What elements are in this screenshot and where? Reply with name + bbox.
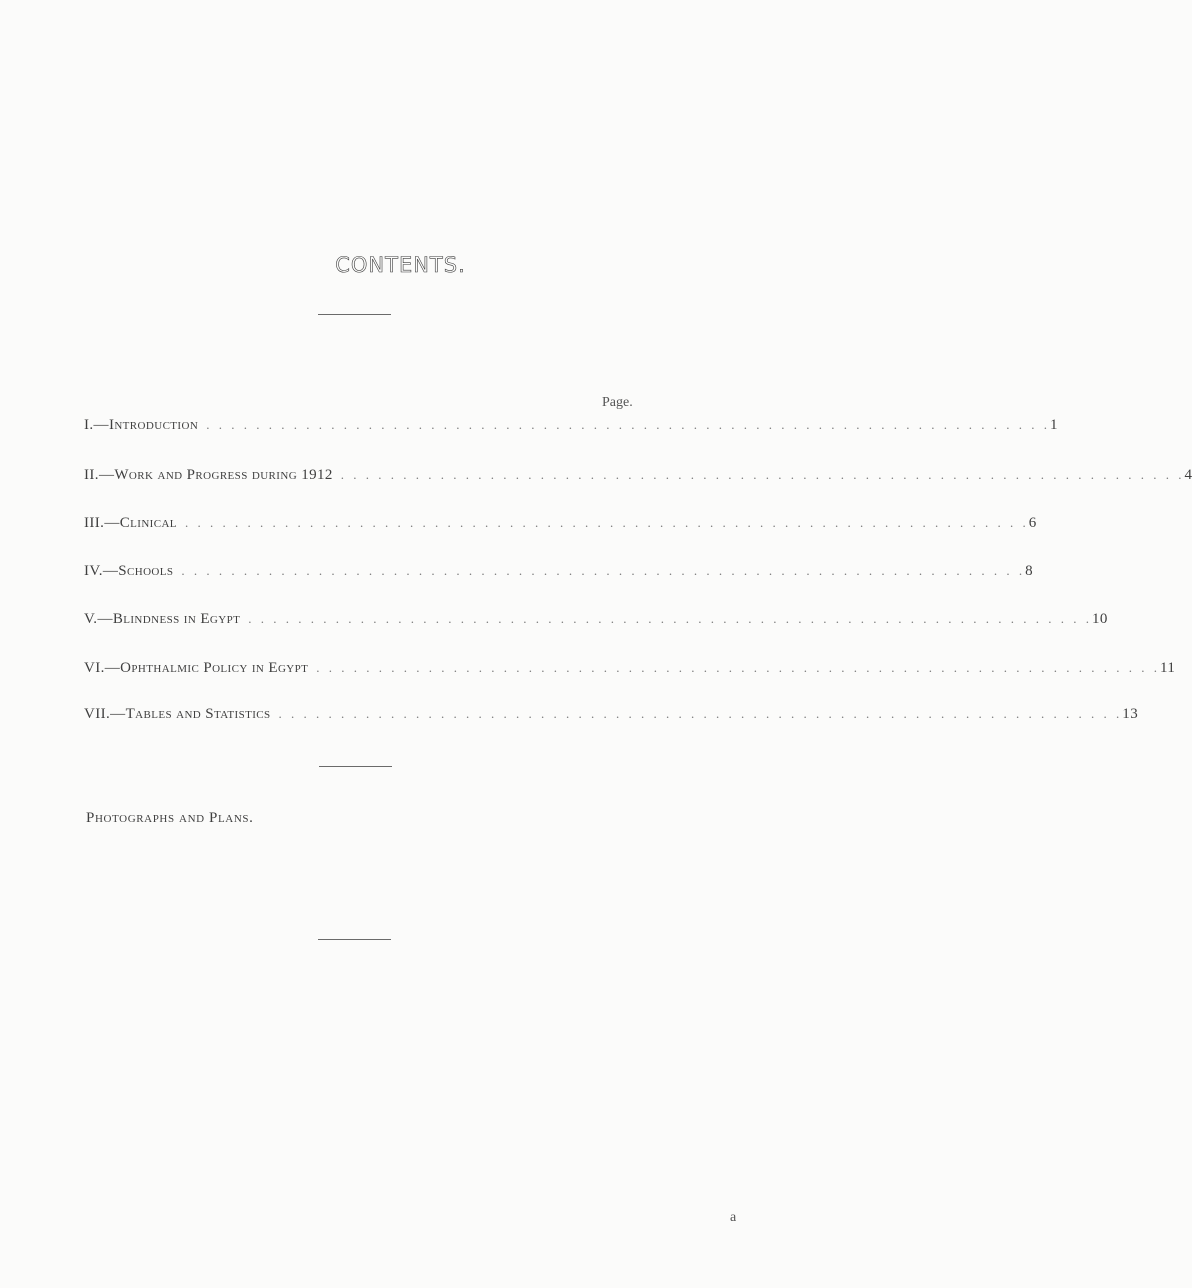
toc-entry-leader: . . . . . . . . . . . . . . . . . . . . . . . . . . . . . . . . . . . . . . . . . . . . . . . . . . . . . . . . . . . . . . . . . . . . — [278, 706, 1123, 721]
toc-entry-title: II.—Work and Progress during 1912 — [84, 467, 333, 483]
toc-entry-leader: . . . . . . . . . . . . . . . . . . . . . . . . . . . . . . . . . . . . . . . . . . . . . . . . . . . . . . . . . . . . . . . . . . . . — [340, 467, 1185, 482]
section-divider — [319, 766, 392, 767]
toc-entry-page: 1 — [1049, 417, 1058, 433]
toc-entry-title: IV.—Schools — [84, 563, 174, 579]
toc-entry-title: VII.—Tables and Statistics — [84, 706, 271, 722]
toc-entry-title: III.—Clinical — [84, 515, 177, 531]
toc-entry-title: V.—Blindness in Egypt — [84, 611, 241, 627]
contents-heading: CONTENTS. — [335, 253, 466, 277]
toc-entry-leader: . . . . . . . . . . . . . . . . . . . . . . . . . . . . . . . . . . . . . . . . . . . . . . . . . . . . . . . . . . . . . . . . . . . . — [316, 660, 1161, 675]
toc-entry-work-and-progress — [84, 467, 1192, 491]
toc-entry-page: 6 — [1028, 515, 1037, 531]
toc-entry-page: 13 — [1122, 706, 1139, 722]
toc-entry-page: 4 — [1184, 467, 1192, 483]
page-mark: a — [730, 1210, 737, 1225]
toc-entry-leader: . . . . . . . . . . . . . . . . . . . . . . . . . . . . . . . . . . . . . . . . . . . . . . . . . . . . . . . . . . . . . . . . . . . . — [181, 563, 1026, 578]
toc-entry-page: 11 — [1160, 660, 1176, 676]
bottom-rule — [318, 939, 391, 940]
toc-entry-page: 10 — [1091, 611, 1108, 627]
toc-entry-leader: . . . . . . . . . . . . . . . . . . . . . . . . . . . . . . . . . . . . . . . . . . . . . . . . . . . . . . . . . . . . . . . . . . . . — [206, 417, 1050, 432]
heading-rule — [318, 314, 391, 315]
toc-entry-clinical — [84, 515, 1037, 539]
toc-entry-ophthalmic-policy — [84, 660, 1176, 684]
toc-entry-schools — [84, 563, 1034, 587]
toc-entry-title: I.—Introduction — [84, 417, 199, 433]
toc-entry-introduction — [84, 417, 1058, 441]
toc-entry-leader: . . . . . . . . . . . . . . . . . . . . . . . . . . . . . . . . . . . . . . . . . . . . . . . . . . . . . . . . . . . . . . . . . . . . — [184, 515, 1029, 530]
toc-entry-tables-and-statistics — [84, 706, 1139, 730]
toc-entry-blindness-in-egypt — [84, 611, 1108, 635]
toc-entry-title: VI.—Ophthalmic Policy in Egypt — [84, 660, 309, 676]
toc-entry-page: 8 — [1025, 563, 1034, 579]
photographs-and-plans-label: Photographs and Plans. — [86, 810, 254, 826]
page-column-label: Page. — [602, 395, 633, 410]
toc-entry-leader: . . . . . . . . . . . . . . . . . . . . . . . . . . . . . . . . . . . . . . . . . . . . . . . . . . . . . . . . . . . . . . . . . . . . — [248, 611, 1092, 626]
